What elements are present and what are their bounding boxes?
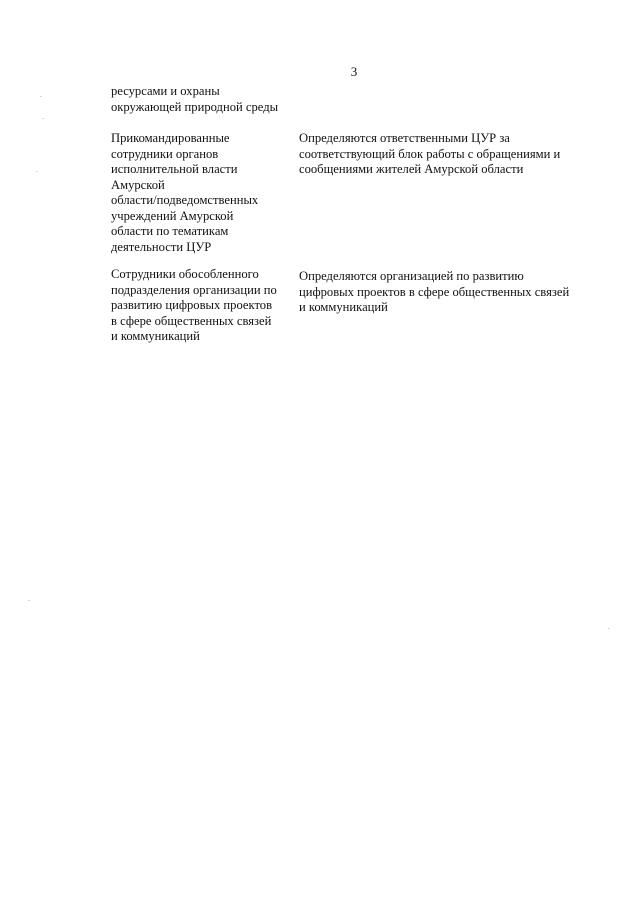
text-line: учреждений Амурской <box>111 208 234 223</box>
text-line: и коммуникаций <box>111 329 200 343</box>
text-line: Амурской <box>111 177 165 192</box>
text-line: и коммуникаций <box>299 300 388 314</box>
text-line: Определяются организацией по развитию <box>299 269 524 283</box>
text-line: окружающей природной среды <box>111 99 279 114</box>
continuation-text <box>111 84 289 115</box>
text-line: деятельности ЦУР <box>111 239 212 254</box>
text-line: Сотрудники обособленного <box>111 267 259 281</box>
row-1-responsibility-cell <box>299 131 599 178</box>
scan-speck <box>42 118 44 119</box>
text-line: области по тематикам <box>111 224 229 238</box>
text-line: подразделения организации по <box>111 282 277 297</box>
text-line: в сфере общественных связей <box>111 313 272 328</box>
text-line: ресурсами и охраны <box>111 84 220 98</box>
row-2-participant-cell <box>111 267 289 345</box>
text-line: Определяются ответственными ЦУР за <box>299 131 510 145</box>
text-line: Прикомандированные <box>111 131 230 145</box>
text-line: области/подведомственных <box>111 193 259 207</box>
text-line: цифровых проектов в сфере общественных связей <box>299 284 570 299</box>
text-line: сообщениями жителей Амурской области <box>299 162 524 176</box>
scan-speck <box>36 171 38 172</box>
row-2-responsibility-cell <box>299 269 599 316</box>
scan-speck <box>608 628 610 629</box>
page-number: 3 <box>350 64 358 79</box>
scan-speck <box>28 600 30 601</box>
scan-speck <box>40 96 42 97</box>
text-line: соответствующий блок работы с обращениями и <box>299 146 561 161</box>
text-line: исполнительной власти <box>111 162 238 176</box>
row-1-participant-cell <box>111 131 289 255</box>
text-line: сотрудники органов <box>111 146 219 161</box>
text-line: развитию цифровых проектов <box>111 298 273 312</box>
